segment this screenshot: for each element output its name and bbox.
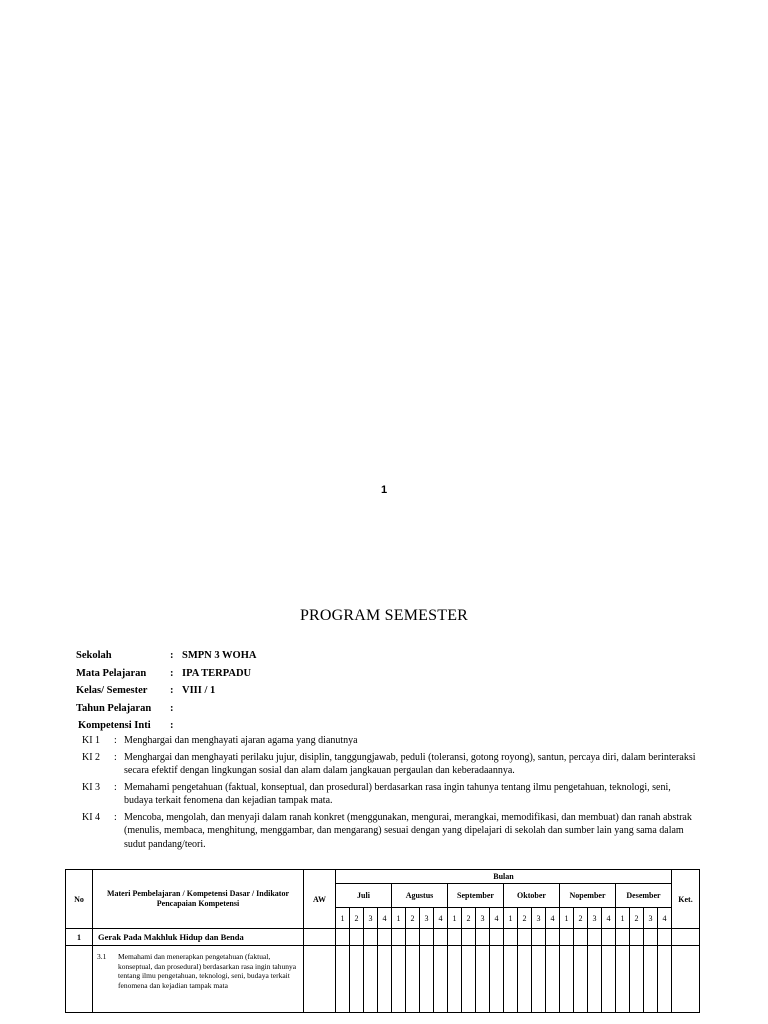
empty-cell [546,946,560,1013]
week-cell: 1 [504,908,518,929]
month-desember: Desember [616,884,672,908]
empty-cell [630,946,644,1013]
empty-cell [672,946,700,1013]
info-value: VIII / 1 [182,685,216,697]
empty-cell [462,929,476,946]
empty-cell [448,946,462,1013]
empty-cell [574,929,588,946]
week-cell: 1 [336,908,350,929]
empty-cell [462,946,476,1013]
empty-cell [420,946,434,1013]
info-value: IPA TERPADU [182,667,252,679]
month-oktober: Oktober [504,884,560,908]
info-label: Mata Pelajaran [76,667,147,679]
kd-cell [93,946,304,1013]
document-title: PROGRAM SEMESTER [299,607,469,624]
week-cell: 3 [420,908,434,929]
empty-cell [588,929,602,946]
empty-cell [644,929,658,946]
ki-text: Menghargai dan menghayati perilaku jujur, disiplin, tanggungjawab, peduli (toleransi, gotong royong), santun, percaya diri, dalam berinteraksi secara efektif dengan lingkungan sosial dan alam dalam jangkauan pergaulan dan keberadaannya. [124,751,696,776]
month-juli: Juli [336,884,392,908]
header-materi: Materi Pembelajaran / Kompetensi Dasar / Indikator Pencapaian Kompetensi [93,870,304,929]
header-bulan: Bulan [336,870,672,884]
empty-cell [476,929,490,946]
info-colon: : [170,685,174,697]
ki-colon: : [114,811,117,823]
ki-colon: : [114,735,117,746]
week-cell: 4 [602,908,616,929]
empty-cell [658,929,672,946]
empty-cell [406,946,420,1013]
header-aw: AW [304,870,336,929]
info-label: Kelas/ Semester [76,685,148,697]
kd-number: 3.1 [97,952,107,961]
empty-cell [66,946,93,1013]
month-nopember: Nopember [560,884,616,908]
week-cell: 1 [448,908,462,929]
empty-cell [644,946,658,1013]
week-cell: 1 [616,908,630,929]
table-row-kd [66,946,700,1013]
empty-cell [602,946,616,1013]
empty-cell [532,946,546,1013]
info-row-mata-pelajaran [76,665,256,683]
info-colon: : [170,702,174,714]
info-colon: : [170,650,174,662]
empty-cell [602,929,616,946]
ki-text: Mencoba, mengolah, dan menyaji dalam ranah konkret (menggunakan, mengurai, merangkai, memodifikasi, dan membuat) dan ranah abstrak (menulis, membaca, menghitung, menggambar, dan mengarang) sesuai dengan yang dipelajari di sekolah dan sumber lain yang sama dalam sudut pandang/teori. [124,811,692,850]
program-semester-table [65,869,700,1013]
week-cell: 2 [462,908,476,929]
week-cell: 4 [658,908,672,929]
week-cell: 4 [378,908,392,929]
header-no: No [66,870,93,929]
empty-cell [448,929,462,946]
empty-cell [406,929,420,946]
table-row-bab [66,929,700,946]
empty-cell [378,946,392,1013]
ki-text: Memahami pengetahuan (faktual, konseptual, dan prosedural) berdasarkan rasa ingin tahunya tentang ilmu pengetahuan, teknologi, seni, budaya terkait fenomena dan kejadian tampak mata. [124,781,671,806]
week-cell: 1 [560,908,574,929]
empty-cell [616,946,630,1013]
info-row-kelas-semester [76,682,256,700]
empty-cell [420,929,434,946]
info-label: Sekolah [76,650,112,662]
empty-cell [560,929,574,946]
empty-cell [392,929,406,946]
info-label: Tahun Pelajaran [76,702,152,714]
empty-cell [336,946,350,1013]
week-cell: 3 [532,908,546,929]
ki-code: KI 3 [82,781,101,793]
empty-cell [574,946,588,1013]
week-cell: 3 [588,908,602,929]
row-no: 1 [66,929,93,946]
ki-colon: : [114,781,117,793]
info-colon: : [170,667,174,679]
info-row-kompetensi-inti [78,717,256,735]
month-september: September [448,884,504,908]
empty-cell [504,946,518,1013]
empty-cell [434,946,448,1013]
ki-item [82,811,702,852]
ki-item [82,734,702,748]
week-cell: 3 [364,908,378,929]
info-row-tahun-pelajaran [76,700,256,718]
empty-cell [504,929,518,946]
empty-cell [658,946,672,1013]
week-cell: 2 [574,908,588,929]
ki-code: KI 1 [82,735,101,746]
ki-code: KI 2 [82,751,101,763]
page-number: 1 [380,484,388,496]
week-cell: 4 [434,908,448,929]
ki-colon: : [114,751,117,763]
empty-cell [672,929,700,946]
header-row-bulan [66,870,700,884]
kd-wrap [97,952,299,990]
ki-item [82,781,702,808]
week-cell: 3 [476,908,490,929]
month-agustus: Agustus [392,884,448,908]
info-row-sekolah [76,647,256,665]
row-materi: Gerak Pada Makhluk Hidup dan Benda [93,929,304,946]
week-cell: 4 [490,908,504,929]
empty-cell [490,929,504,946]
week-cell: 2 [350,908,364,929]
empty-cell [364,946,378,1013]
kd-text: Memahami dan menerapkan pengetahuan (faktual, konseptual, dan prosedural) berdasarkan rasa ingin tahunya tentang ilmu pengetahuan, teknologi, seni, budaya terkait fenomena dan kejadian tampak mata [118,952,297,990]
empty-cell [518,929,532,946]
empty-cell [304,946,336,1013]
empty-cell [434,929,448,946]
ki-code: KI 4 [82,811,101,823]
week-cell: 4 [546,908,560,929]
empty-cell [378,929,392,946]
ki-text: Menghargai dan menghayati ajaran agama yang dianutnya [124,735,358,746]
empty-cell [490,946,504,1013]
empty-cell [476,946,490,1013]
ki-item [82,751,702,778]
empty-cell [336,929,350,946]
info-value: SMPN 3 WOHA [182,650,257,662]
identity-block [76,647,256,735]
week-cell: 1 [392,908,406,929]
week-cell: 2 [518,908,532,929]
empty-cell [364,929,378,946]
empty-cell [518,946,532,1013]
empty-cell [392,946,406,1013]
week-cell: 2 [406,908,420,929]
kompetensi-inti-list [82,734,702,854]
empty-cell [588,946,602,1013]
empty-cell [350,946,364,1013]
empty-cell [304,929,336,946]
empty-cell [532,929,546,946]
empty-cell [560,946,574,1013]
header-ket: Ket. [672,870,700,929]
week-cell: 3 [644,908,658,929]
empty-cell [630,929,644,946]
info-colon: : [170,720,174,732]
empty-cell [546,929,560,946]
empty-cell [616,929,630,946]
week-cell: 2 [630,908,644,929]
empty-cell [350,929,364,946]
info-label: Kompetensi Inti [78,720,151,732]
